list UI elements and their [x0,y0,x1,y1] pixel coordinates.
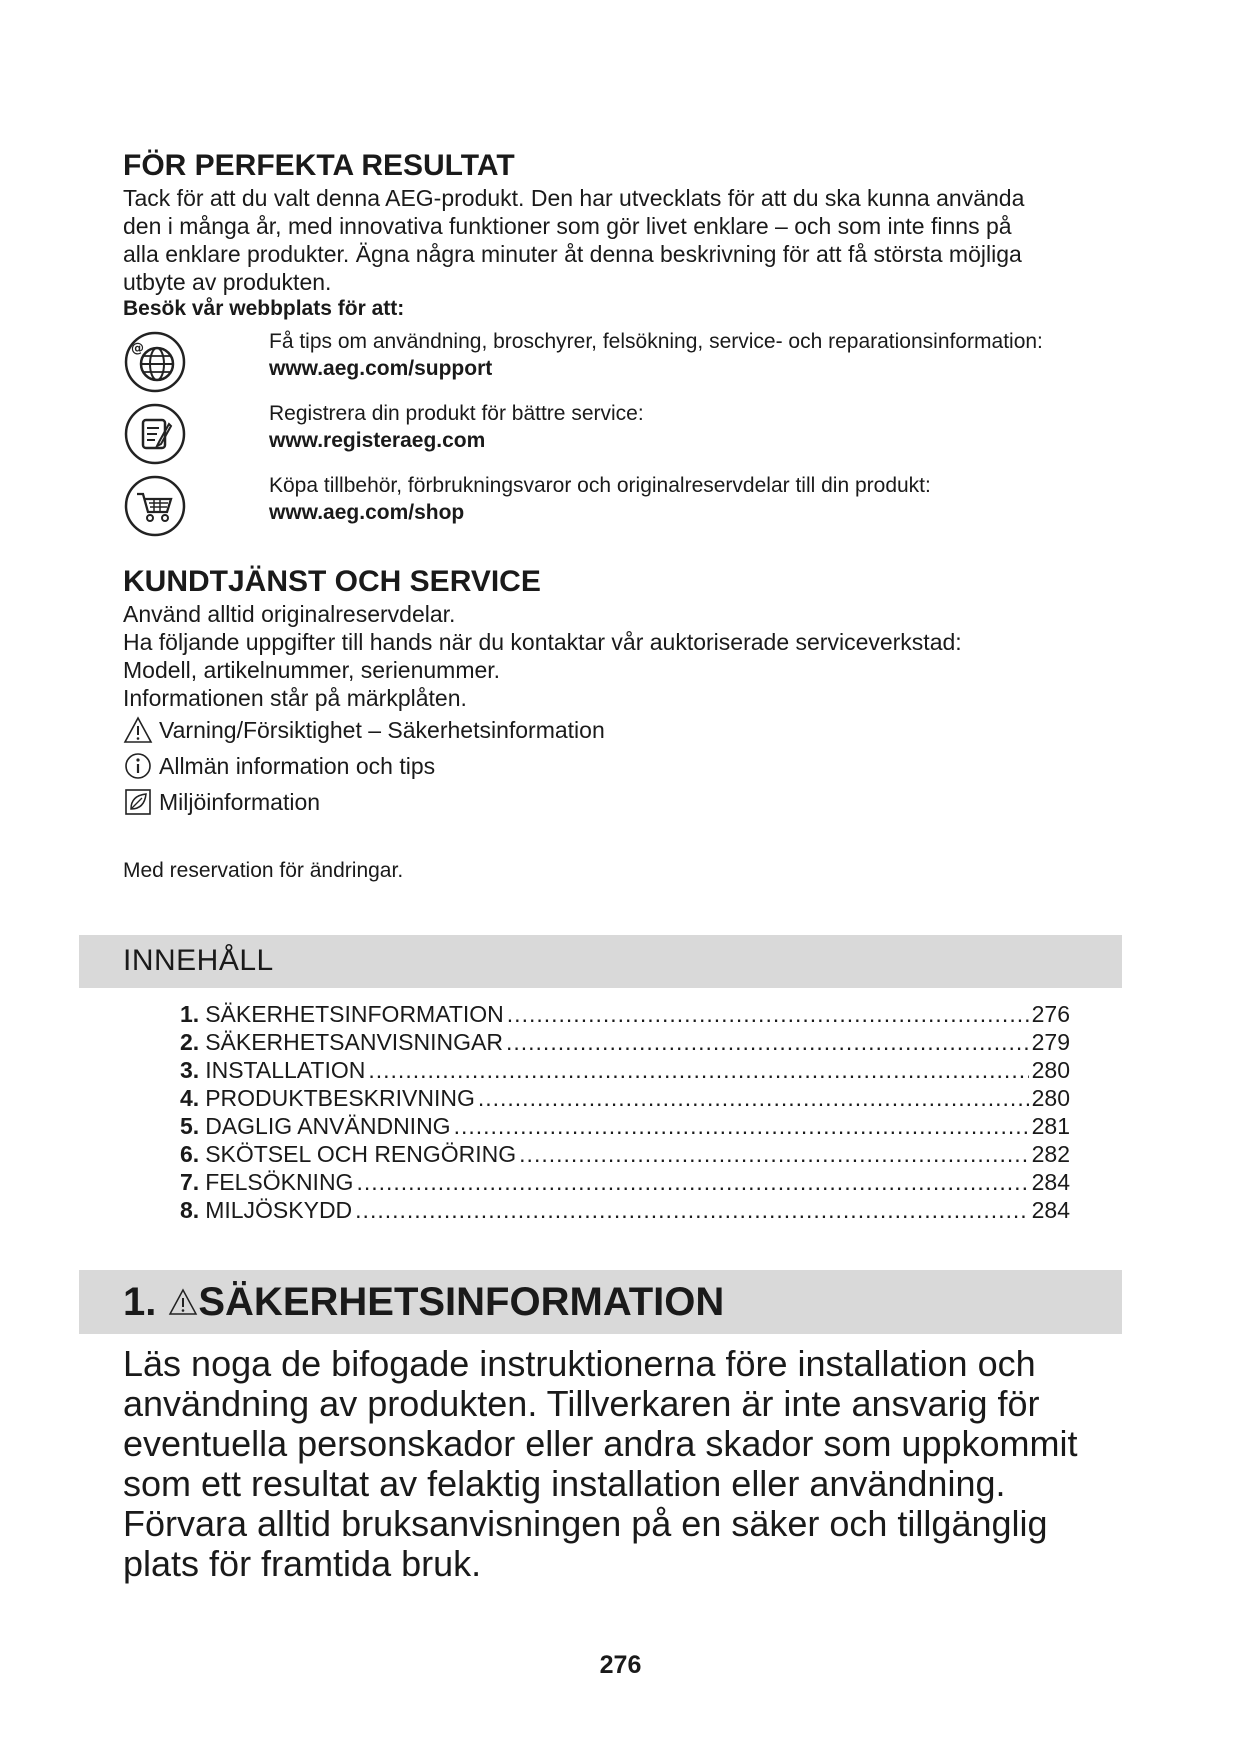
service-line: Modell, artikelnummer, serienummer. [123,657,501,683]
register-link[interactable]: www.registeraeg.com [269,429,486,452]
link-description: Få tips om användning, broschyrer, felsökning, service- och reparationsinformation: [269,330,1043,353]
shop-link[interactable]: www.aeg.com/shop [269,501,465,524]
toc-leader [507,1000,1029,1028]
toc-label: SKÖTSEL OCH RENGÖRING [205,1141,517,1167]
safety-title-text: SÄKERHETSINFORMATION [198,1280,725,1324]
page-number: 276 [599,1651,642,1679]
warning-icon [168,1287,198,1317]
link-description: Registrera din produkt för bättre service: [269,402,644,425]
safety-line: som ett resultat av felaktig installation eller användning. [123,1463,1006,1504]
change-note: Med reservation för ändringar. [123,859,404,882]
toc-item[interactable] [180,1112,1070,1140]
link-text [269,400,644,454]
toc-page: 284 [1031,1197,1070,1223]
toc-item[interactable] [180,1056,1070,1084]
toc-item[interactable] [180,1196,1070,1224]
link-description: Köpa tillbehör, förbrukningsvaror och originalreservdelar till din produkt: [269,474,931,497]
safety-line: användning av produkten. Tillverkaren är inte ansvarig för [123,1383,1040,1424]
link-row-support [123,328,1123,400]
visit-label: Besök vår webbplats för att: [123,297,405,320]
info-icon [123,751,153,781]
toc-number: 6. [180,1141,200,1167]
legend-warning [123,712,1123,748]
toc-title: INNEHÅLL [123,944,274,977]
legend-text: Varning/Försiktighet – Säkerhetsinformation [159,716,605,743]
legend-info [123,748,1123,784]
results-title: FÖR PERFEKTA RESULTAT [123,149,515,182]
safety-title [123,1278,724,1326]
toc-item[interactable] [180,1028,1070,1056]
toc-item[interactable] [180,1168,1070,1196]
toc-number: 5. [180,1113,200,1139]
safety-paragraph [123,1344,1123,1584]
toc-item[interactable] [180,1000,1070,1028]
toc-label: SÄKERHETSINFORMATION [205,1001,504,1027]
toc-leader [368,1056,1028,1084]
link-text [269,472,931,526]
table-of-contents [180,1000,1070,1224]
toc-number: 3. [180,1057,200,1083]
service-line: Ha följande uppgifter till hands när du kontaktar vår auktoriserade serviceverkstad: [123,629,962,655]
toc-number: 8. [180,1197,200,1223]
service-title: KUNDTJÄNST OCH SERVICE [123,565,541,598]
toc-page: 276 [1031,1001,1070,1027]
service-paragraph [123,600,1123,712]
register-icon [123,402,187,466]
toc-leader [506,1028,1029,1056]
toc-label: MILJÖSKYDD [205,1197,353,1223]
legend-text: Allmän information och tips [159,752,436,779]
toc-page: 282 [1031,1141,1070,1167]
toc-page: 281 [1031,1113,1070,1139]
safety-line: Förvara alltid bruksanvisningen på en säker och tillgänglig [123,1503,1048,1544]
intro-line: den i många år, med innovativa funktioner som gör livet enklare – och som inte finns på [123,213,1012,239]
globe-icon [123,330,187,394]
toc-label: DAGLIG ANVÄNDNING [205,1113,451,1139]
toc-page: 279 [1031,1029,1070,1055]
svg-text:@: @ [131,341,144,356]
toc-label: SÄKERHETSANVISNINGAR [205,1029,503,1055]
service-line: Informationen står på märkplåten. [123,685,467,711]
toc-item[interactable] [180,1084,1070,1112]
safety-line: plats för framtida bruk. [123,1543,482,1584]
toc-item[interactable] [180,1140,1070,1168]
toc-page: 280 [1031,1085,1070,1111]
toc-number: 1. [180,1001,200,1027]
support-link[interactable]: www.aeg.com/support [269,357,493,380]
link-text [269,328,1043,382]
toc-page: 284 [1031,1169,1070,1195]
toc-leader [454,1112,1029,1140]
toc-number: 7. [180,1169,200,1195]
toc-leader [478,1084,1029,1112]
intro-line: alla enklare produkter. Ägna några minuter åt denna beskrivning för att få största möjliga [123,241,1022,267]
intro-line: Tack för att du valt denna AEG-produkt. Den har utvecklats för att du ska kunna använda [123,185,1025,211]
intro-line: utbyte av produkten. [123,269,332,295]
toc-leader [519,1140,1028,1168]
service-line: Använd alltid originalreservdelar. [123,601,456,627]
safety-line: eventuella personskador eller andra skador som uppkommit [123,1423,1078,1464]
intro-section [123,148,1123,884]
legend-environment [123,784,1123,820]
toc-leader [355,1196,1028,1224]
link-row-register [123,400,1123,472]
toc-label: FELSÖKNING [205,1169,354,1195]
toc-number: 2. [180,1029,200,1055]
toc-label: PRODUKTBESKRIVNING [205,1085,475,1111]
link-row-shop [123,472,1123,544]
safety-line: Läs noga de bifogade instruktionerna före installation och [123,1343,1036,1384]
warning-icon [123,715,153,745]
toc-number: 4. [180,1085,200,1111]
safety-number: 1. [123,1280,157,1324]
legend-text: Miljöinformation [159,788,321,815]
toc-page: 280 [1031,1057,1070,1083]
toc-leader [356,1168,1028,1196]
toc-label: INSTALLATION [205,1057,366,1083]
intro-paragraph [123,184,1123,296]
shopping-cart-icon [123,474,187,538]
leaf-icon [123,787,153,817]
